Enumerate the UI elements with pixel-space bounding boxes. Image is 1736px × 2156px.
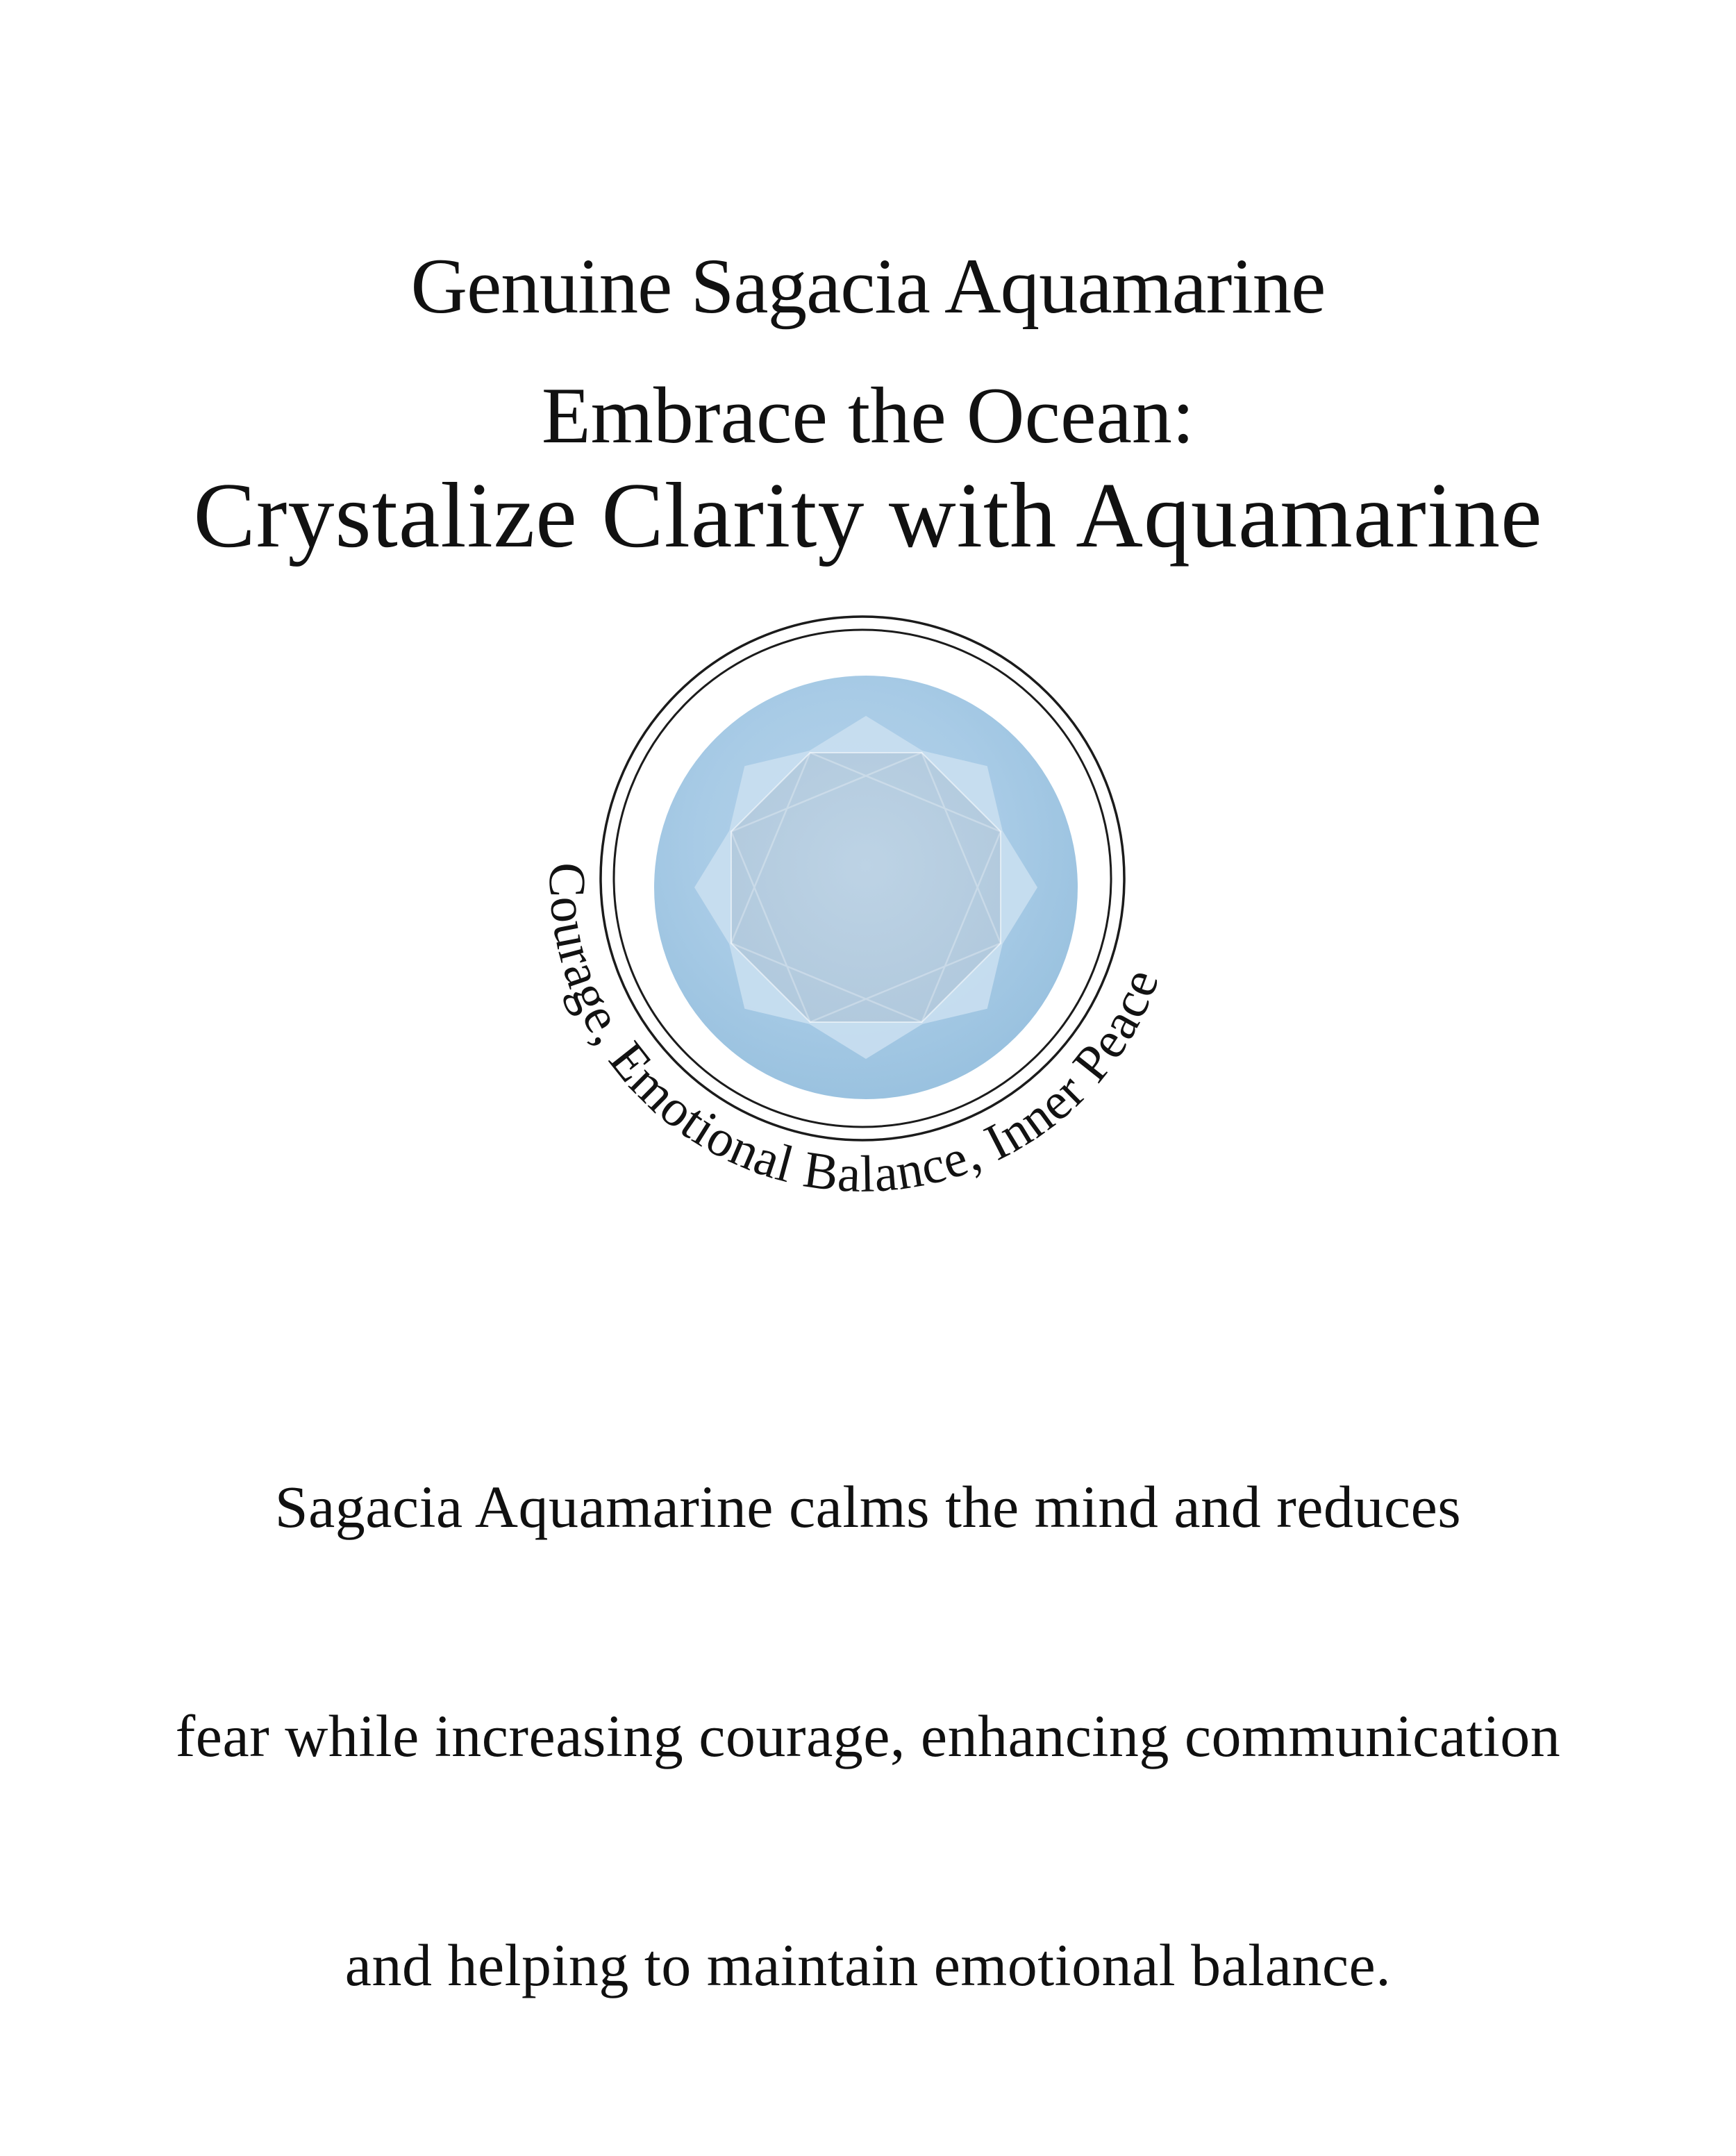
headline-line-2: Crystalize Clarity with Aquamarine (193, 464, 1543, 567)
gem-table-facet (731, 753, 1001, 1022)
description-line-2: fear while increasing courage, enhancing communication (175, 1703, 1561, 1769)
description-line-3: and helping to maintain emotional balance. (344, 1932, 1392, 1998)
aquamarine-gemstone-illustration (654, 676, 1078, 1099)
headline-line-1: Embrace the Ocean: (541, 371, 1195, 460)
description-line-1: Sagacia Aquamarine calms the mind and reduces (274, 1473, 1462, 1540)
curved-caption-textpath: Courage, Emotional Balance, Inner Peace (537, 862, 1171, 1204)
description-paragraph (0, 1316, 1736, 2156)
brand-title: Genuine Sagacia Aquamarine (410, 243, 1326, 330)
